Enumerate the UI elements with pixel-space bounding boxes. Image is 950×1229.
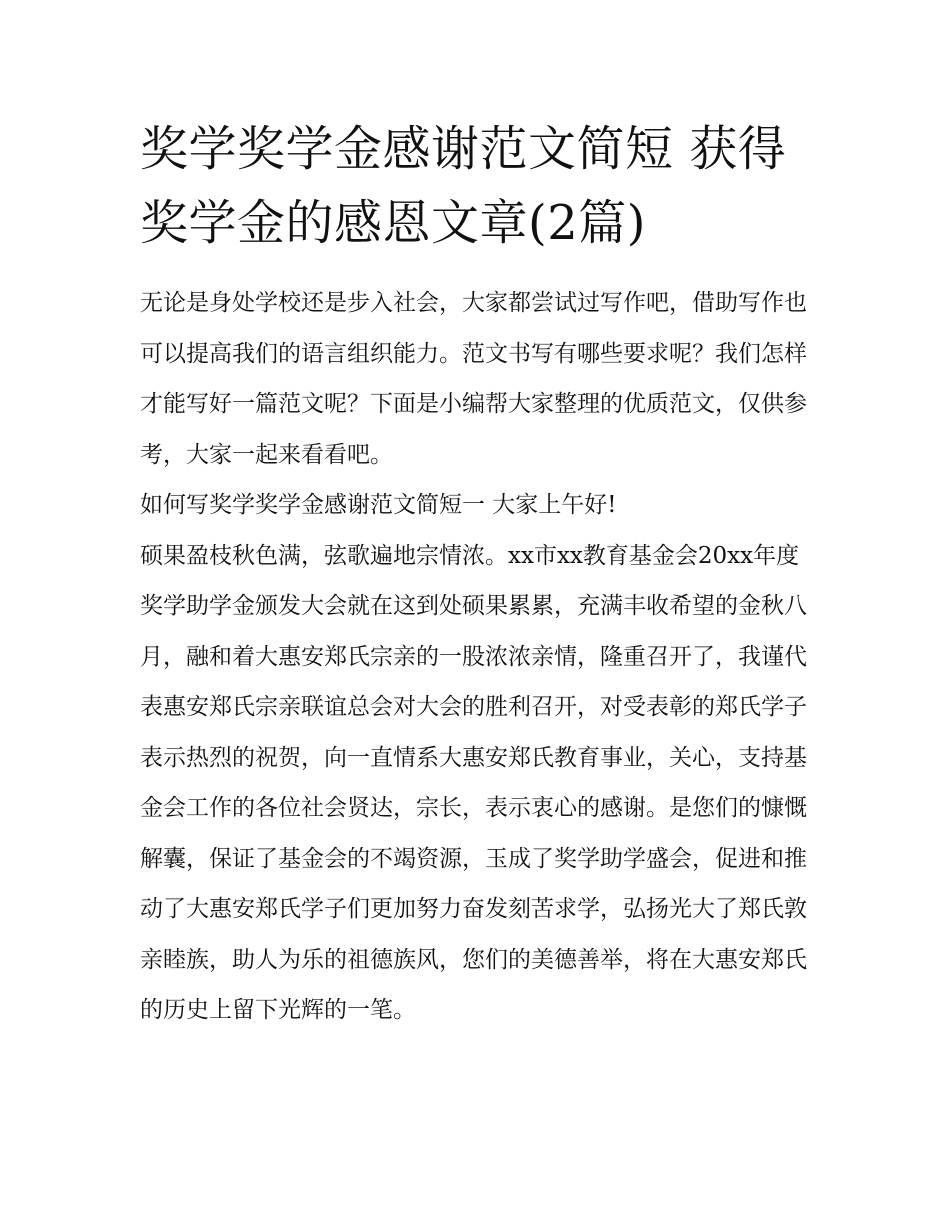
document-body: [140, 278, 815, 1036]
section-heading-paragraph: 如何写奖学奖学金感谢范文简短一 大家上午好!: [140, 492, 617, 518]
speech-paragraph: 硕果盈枝秋色满，弦歌遍地宗情浓。xx市xx教育基金会20xx年度奖学助学金颁发大会就在这到处硕果累累，充满丰收希望的金秋八月，融和着大惠安郑氏宗亲的一股浓浓亲情，隆重召开了，我谨代表惠安郑氏宗亲联谊总会对大会的胜利召开，对受表彰的郑氏学子表示热烈的祝贺，向一直情系大惠安郑氏教育事业，关心，支持基金会工作的各位社会贤达，宗长，表示衷心的感谢。是您们的慷慨解囊，保证了基金会的不竭资源，玉成了奖学助学盛会，促进和推动了大惠安郑氏学子们更加努力奋发刻苦求学，弘扬光大了郑氏敦亲睦族，助人为乐的祖德族风，您们的美德善举，将在大惠安郑氏的历史上留下光辉的一笔。: [140, 542, 807, 1023]
intro-paragraph: 无论是身处学校还是步入社会，大家都尝试过写作吧，借助写作也可以提高我们的语言组织能力。范文书写有哪些要求呢？我们怎样才能写好一篇范文呢？下面是小编帮大家整理的优质范文，仅供参考，大家一起来看看吧。: [140, 290, 807, 468]
document-title: 奖学奖学金感谢范文简短 获得 奖学金的感恩文章(2篇): [140, 121, 787, 251]
